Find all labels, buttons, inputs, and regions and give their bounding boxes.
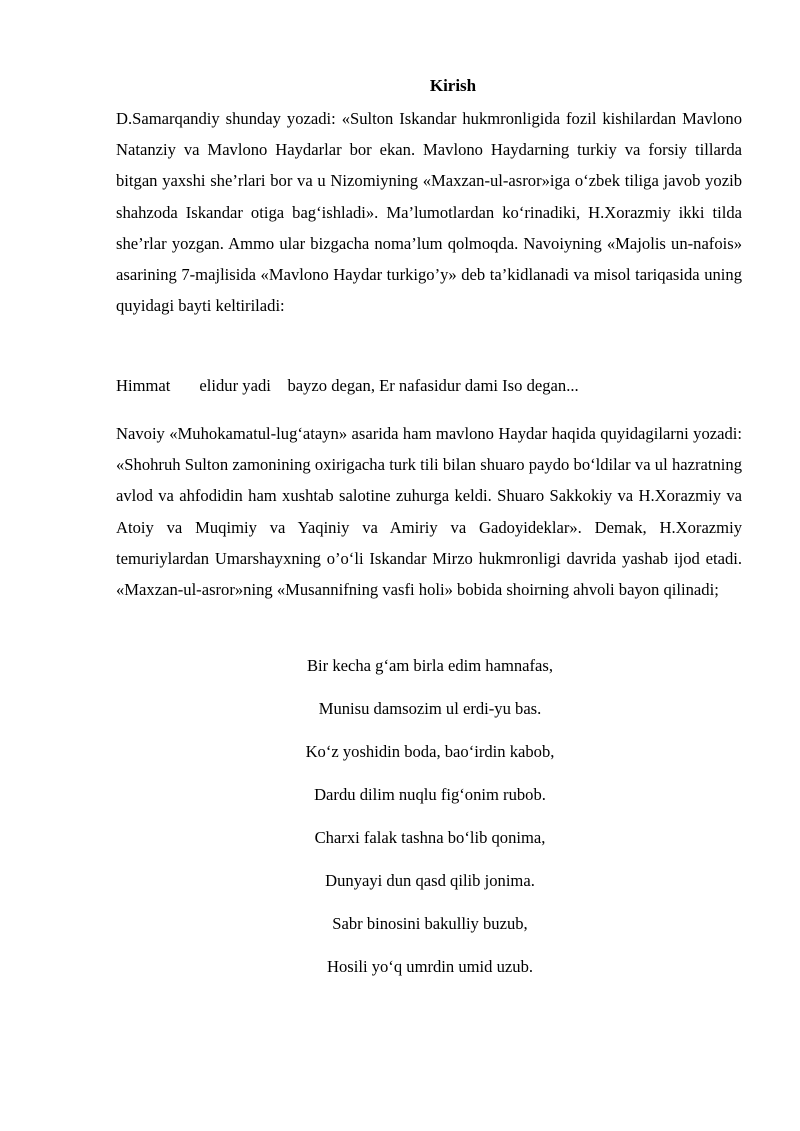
poem-line: Bir kecha g‘am birla edim hamnafas, — [306, 656, 554, 675]
poem-block — [110, 654, 750, 998]
paragraph-1: D.Samarqandiy shunday yozadi: «Sulton Iskandar hukmronligida fozil kishilardan Mavlono Natanziy va Mavlono Haydarlar bor ekan. Mavlono Haydarning turkiy va forsiy tillarda bitgan yaxshi she’rlari bor va u Nizomiyning «Maxzan-ul-asror»iga o‘zbek tiliga javob yozib shahzoda Iskandar otiga bag‘ishladi». Ma’lumotlardan ko‘rinadiki, H.Xorazmiy ikki tilda she’rlar yozgan. Ammo ular bizgacha noma’lum qolmoqda. Navoiyning «Majolis un-nafois» asarining 7-majlisida «Mavlono Haydar turkigo’y» deb ta’kidlanadi va misol tariqasida uning quyidagi bayti keltiriladi: — [116, 109, 742, 316]
poem-line: Munisu damsozim ul erdi-yu bas. — [318, 699, 542, 718]
page-title — [0, 74, 800, 98]
paragraph-2: Navoiy «Muhokamatul-lug‘atayn» asarida ham mavlono Haydar haqida quyidagilarni yozadi: «Shohruh Sulton zamonining oxirigacha turk tili bilan shuaro paydo bo‘ldilar va ul hazratning avlod va ahfodidin ham xushtab salotine zuhurga keldi. Shuaro Sakkokiy va H.Xorazmiy va Atoiy va Muqimiy va Yaqiniy va Amiriy va Gadoyideklar». Demak, H.Xorazmiy temuriylardan Umarshayxning o’o‘li Iskandar Mirzo hukmronligi davrida yashab ijod etadi. «Maxzan-ul-asror»ning «Musannifning vasfi holi» bobida shoirning ahvoli bayon qilinadi; — [116, 424, 742, 600]
page-title-text: Kirish — [429, 76, 477, 95]
poem-line: Dunyayi dun qasd qilib jonima. — [325, 871, 535, 890]
poem-line: Ko‘z yoshidin boda, bao‘irdin kabob, — [305, 742, 555, 761]
quoted-verse: Himmat elidur yadi bayzo degan, Er nafasidur dami Iso degan... — [116, 376, 579, 395]
poem-line: Dardu dilim nuqlu fig‘onim rubob. — [314, 785, 546, 804]
poem-line: Sabr binosini bakulliy buzub, — [332, 914, 528, 933]
poem-line: Charxi falak tashna bo‘lib qonima, — [314, 828, 546, 847]
poem-line: Hosili yo‘q umrdin umid uzub. — [326, 957, 534, 976]
